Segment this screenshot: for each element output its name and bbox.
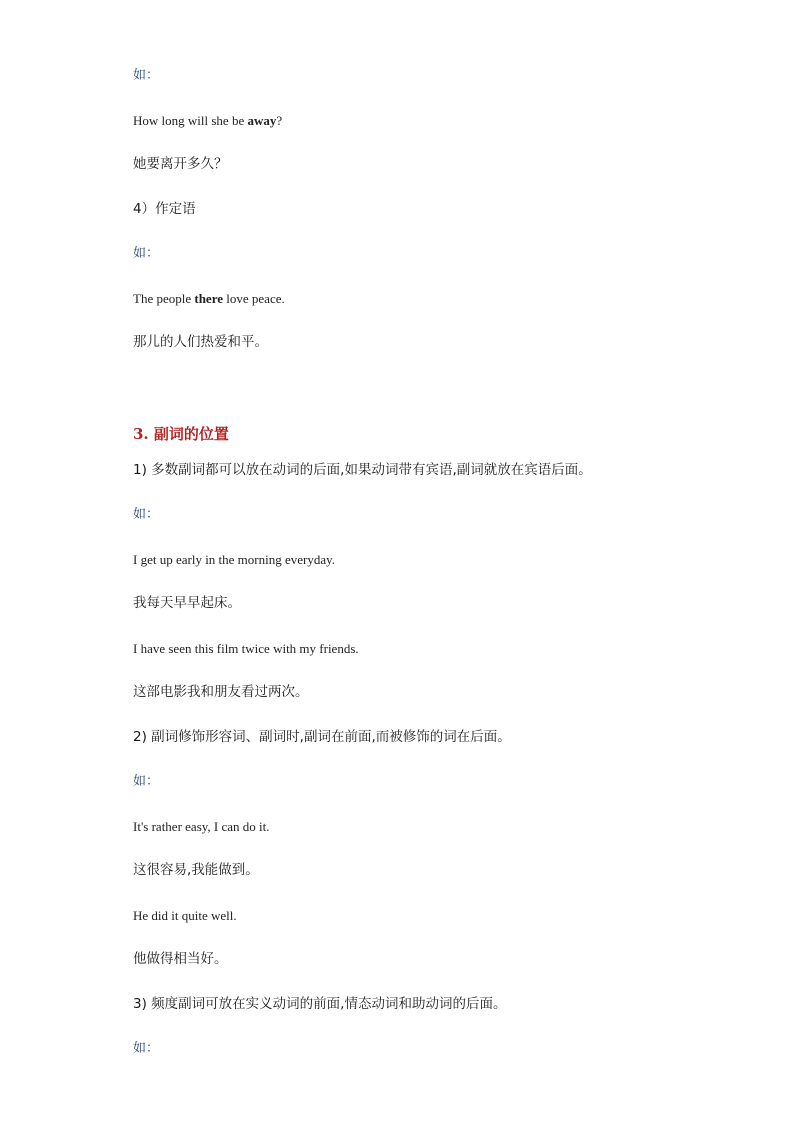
example-label: 如： xyxy=(133,246,160,261)
section-heading: 3. 副词的位置 xyxy=(133,425,229,443)
example-label: 如： xyxy=(133,68,160,83)
example-sentence: I get up early in the morning everyday. xyxy=(133,552,336,567)
example-label: 如： xyxy=(133,774,160,789)
translation: 我每天早早起床。 xyxy=(133,595,241,611)
translation: 她要离开多久？ xyxy=(133,156,228,172)
translation: 这部电影我和朋友看过两次。 xyxy=(133,684,309,700)
translation: 他做得相当好。 xyxy=(133,951,228,967)
sentence-text: ? xyxy=(276,113,283,128)
example-sentence: He did it quite well. xyxy=(133,908,237,923)
rule-item: 2) 副词修饰形容词、副词时,副词在前面,而被修饰的词在后面。 xyxy=(133,729,511,745)
rule-item: 4）作定语 xyxy=(133,201,196,217)
highlighted-adverb: away xyxy=(247,113,277,128)
example-sentence: It's rather easy, I can do it. xyxy=(133,819,270,834)
translation: 这很容易,我能做到。 xyxy=(133,862,259,878)
example-label: 如： xyxy=(133,507,160,522)
sentence-text: How long will she be xyxy=(133,113,248,128)
example-sentence xyxy=(133,114,282,127)
rule-item: 1) 多数副词都可以放在动词的后面,如果动词带有宾语,副词就放在宾语后面。 xyxy=(133,462,592,478)
translation: 那儿的人们热爱和平。 xyxy=(133,334,268,350)
example-sentence xyxy=(133,292,285,305)
sentence-text: The people xyxy=(133,291,195,306)
highlighted-adverb: there xyxy=(194,291,224,306)
example-label: 如： xyxy=(133,1041,160,1056)
example-sentence: I have seen this film twice with my friends. xyxy=(133,641,359,656)
rule-item: 3) 频度副词可放在实义动词的前面,情态动词和助动词的后面。 xyxy=(133,996,507,1012)
sentence-text: love peace. xyxy=(223,291,285,306)
